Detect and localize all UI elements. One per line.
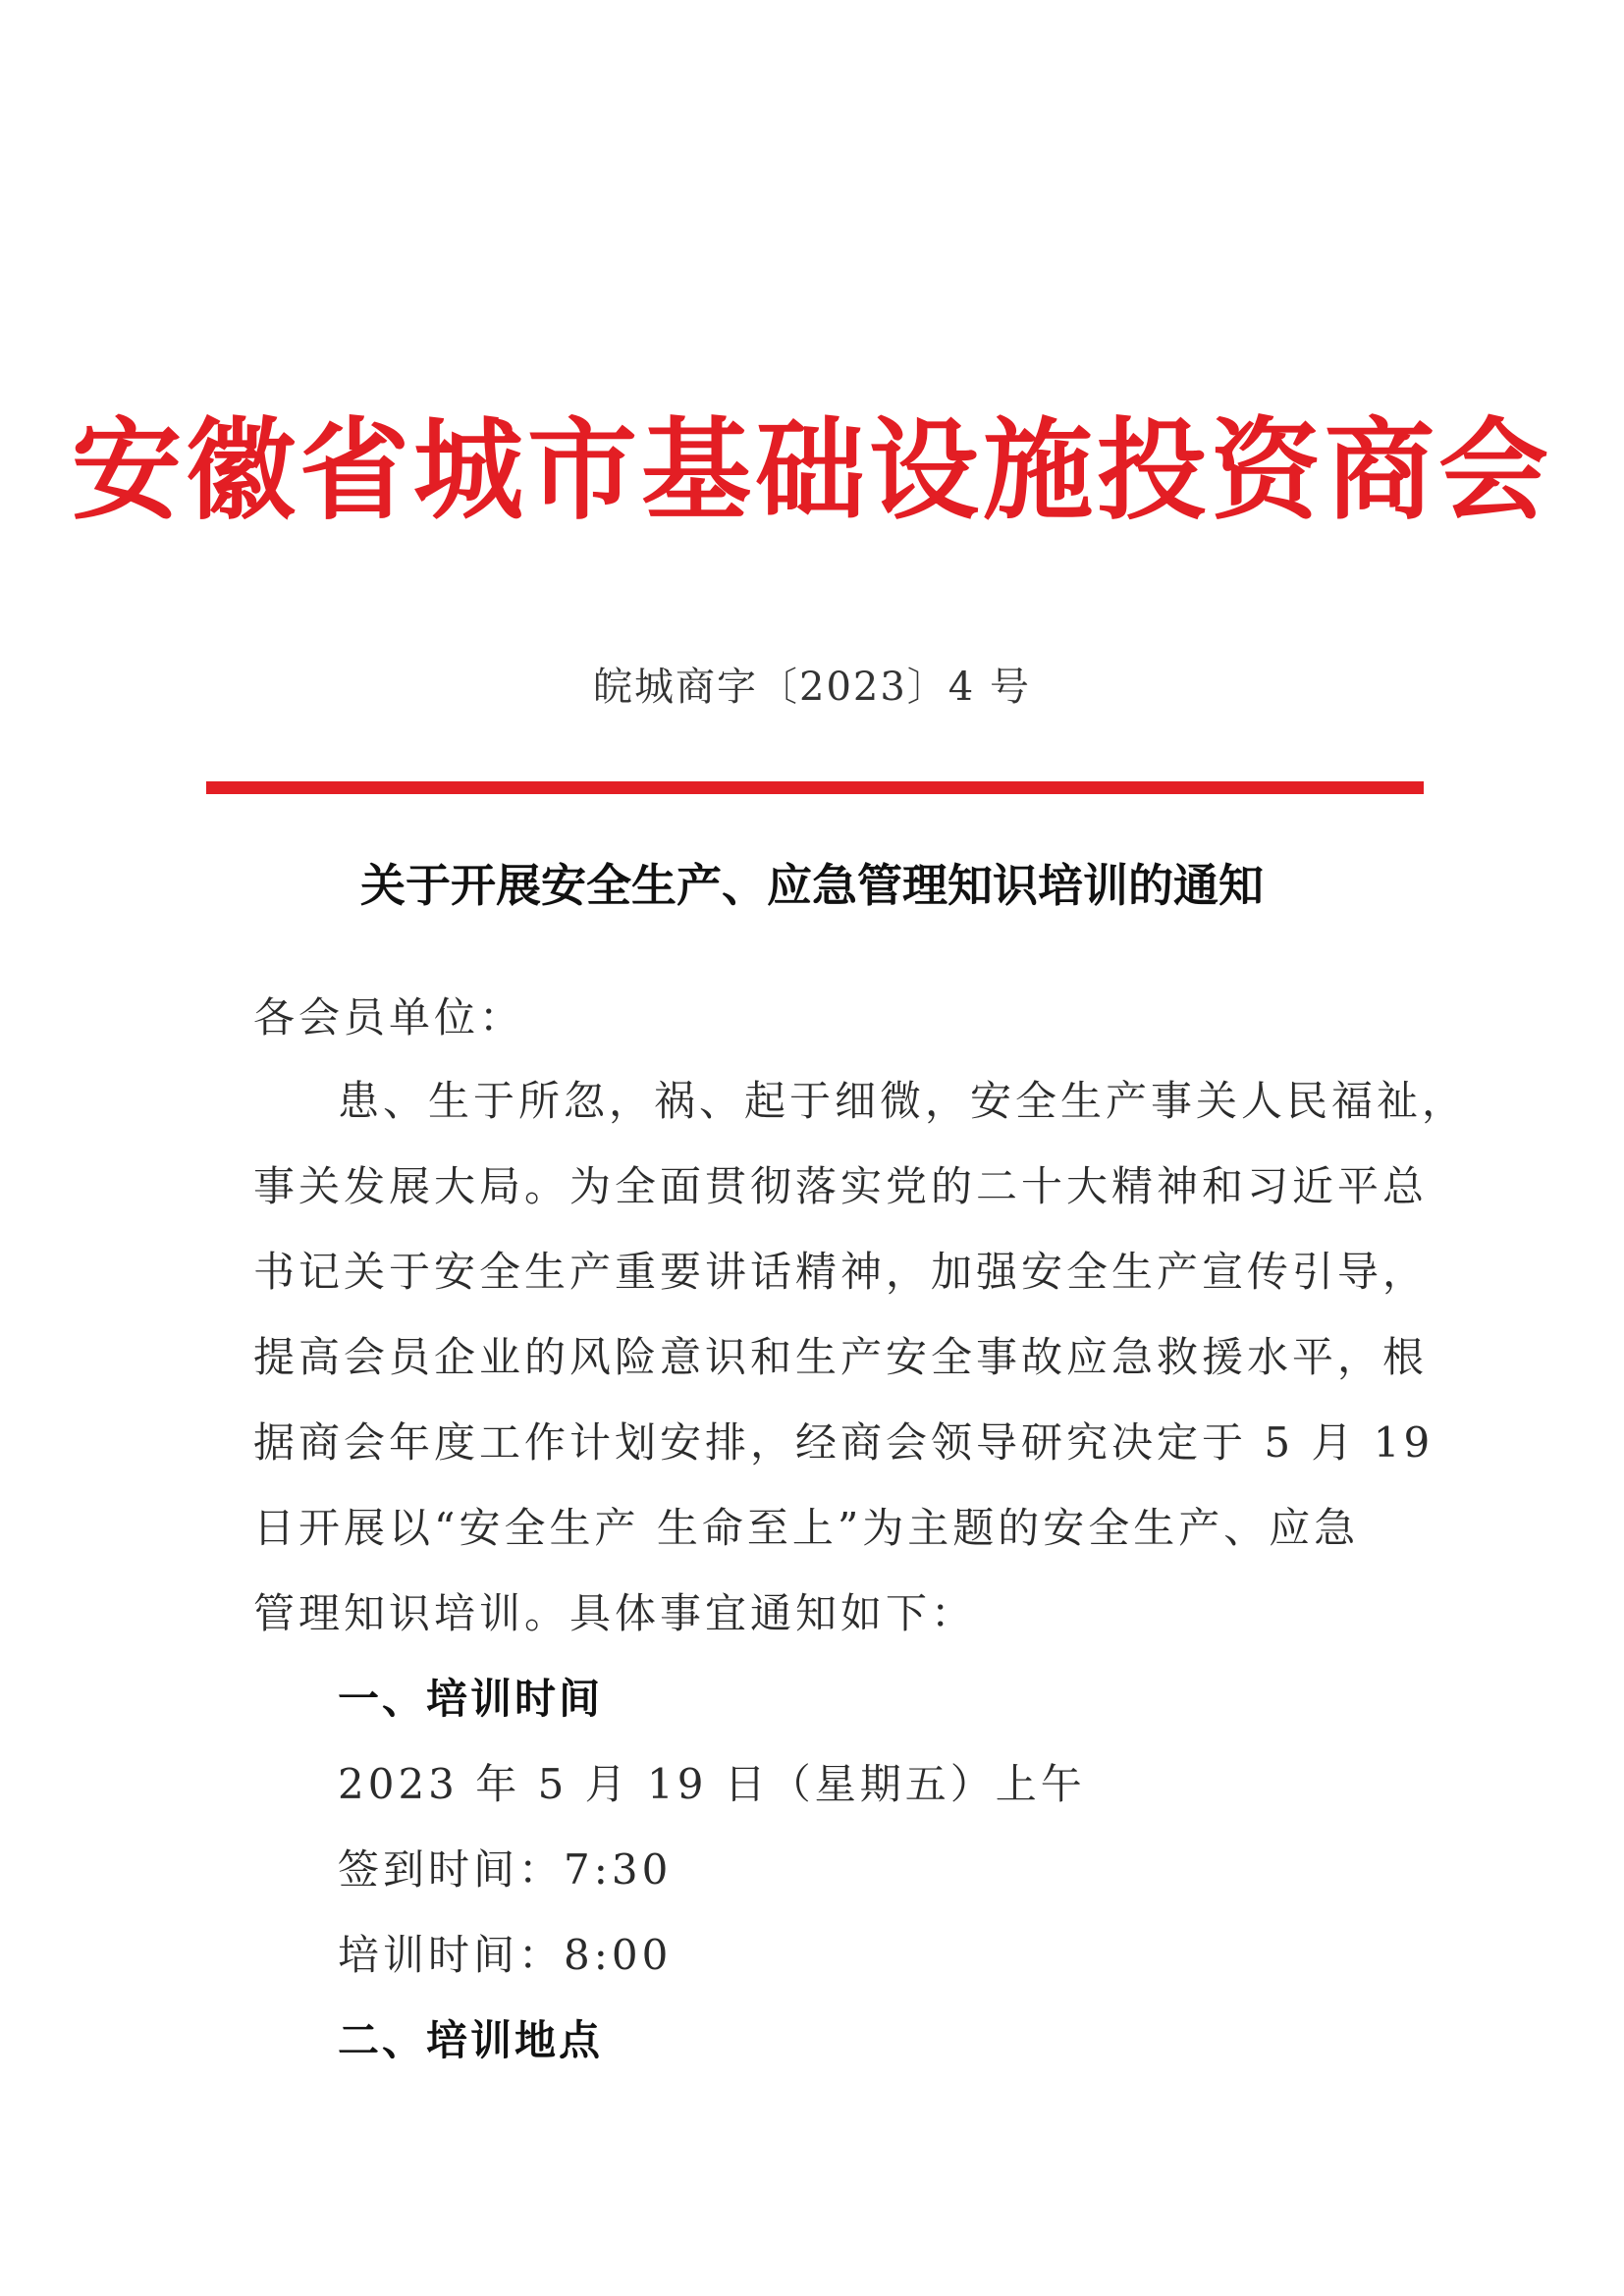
section-heading-training-location: 二、培训地点 [338, 2016, 604, 2064]
body-line: 管理知识培训。具体事宜通知如下： [253, 1589, 977, 1637]
body-line: 患、生于所忽，祸、起于细微，安全生产事关人民福祉， [338, 1077, 1468, 1125]
body-line: 提高会员企业的风险意识和生产安全事故应急救援水平，根 [253, 1333, 1429, 1381]
body-line: 据商会年度工作计划安排，经商会领导研究决定于 5 月 19 [253, 1418, 1435, 1467]
notice-title: 关于开展安全生产、应急管理知识培训的通知 [360, 859, 1264, 912]
body-line: 事关发展大局。为全面贯彻落实党的二十大精神和习近平总 [253, 1162, 1429, 1210]
section-heading-training-time: 一、培训时间 [338, 1675, 604, 1723]
training-start-time: 培训时间：8:00 [338, 1931, 673, 1979]
salutation: 各会员单位： [253, 993, 525, 1041]
training-date: 2023 年 5 月 19 日（星期五）上午 [338, 1760, 1086, 1808]
body-line: 日开展以“安全生产 生命至上”为主题的安全生产、应急 [253, 1504, 1360, 1552]
organization-letterhead-title: 安徽省城市基础设施投资商会 [72, 406, 1552, 535]
checkin-time: 签到时间：7:30 [338, 1845, 673, 1894]
document-number: 皖城商字〔2023〕4 号 [593, 665, 1031, 710]
letterhead-divider [206, 781, 1424, 794]
body-line: 书记关于安全生产重要讲话精神，加强安全生产宣传引导， [253, 1248, 1429, 1296]
